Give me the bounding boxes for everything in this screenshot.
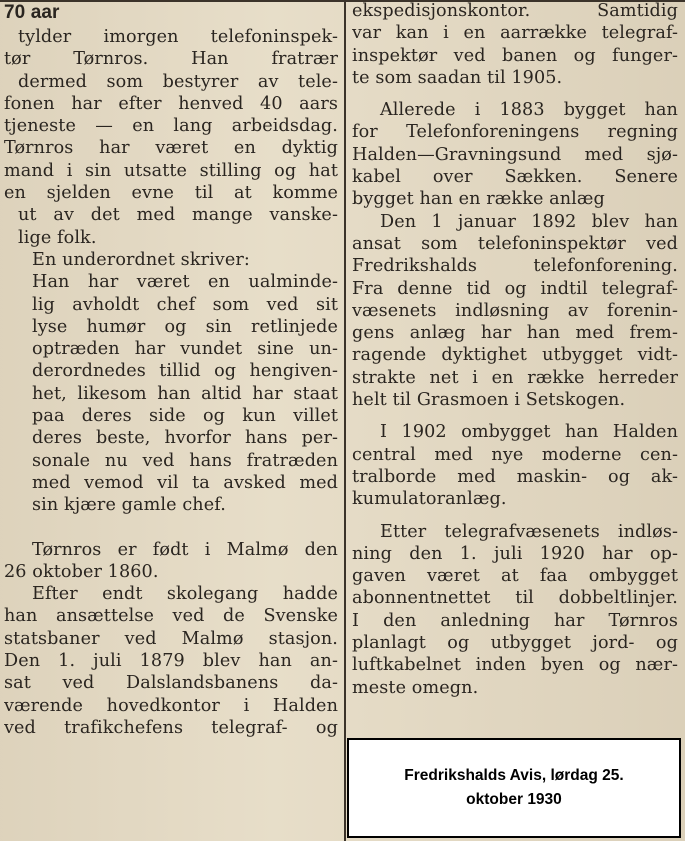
text-line: var kan i en aarrække telegraf- [352,23,678,44]
text-line: tralborde med maskin- og ak- [352,466,678,487]
caption-line: oktober 1930 [466,791,562,808]
text-line: optræden har vundet sine un- [32,339,338,360]
text-line: En underordnet skriver: [32,249,250,270]
text-line: gaven været at faa ombygget [352,566,678,587]
text-line: sat ved Dalslandsbanens da- [4,673,338,694]
text-line: mand i sin utsatte stilling og hat [4,160,338,181]
text-line: strakte net i en række herreder [352,367,678,388]
text-line: sin kjære gamle chef. [32,495,226,516]
text-line: sonale nu ved hans fratræden [32,450,338,471]
text-line: statsbaner ved Malmø stasjon. [4,628,338,649]
text-line: ragende dyktighet utbygget vidt- [352,345,678,366]
paragraph-gap [352,411,678,421]
text-line: derordnedes tillid og hengiven- [32,361,338,382]
text-line: ved trafikchefens telegraf- og [4,717,338,738]
paragraph-gap [352,89,678,99]
text-line: kumulatoranlæg. [352,489,507,510]
text-line: Den 1. juli 1879 blev han an- [4,651,338,672]
text-line: ansat som telefoninspektør ved [352,233,678,254]
headline: 70 aar [4,2,60,23]
text-line: I 1902 ombygget han Halden [380,422,678,443]
text-line: planlagt og utbygget jord- og [352,633,678,654]
text-line: 26 oktober 1860. [4,561,159,582]
text-line: en sjelden evne til at komme [4,183,338,204]
text-line: helt til Grasmoen i Setskogen. [352,390,626,411]
caption-line: Fredrikshalds Avis, lørdag 25. [404,767,624,784]
text-line: fonen har efter henved 40 aars [4,93,338,114]
text-line: kabel over Sækken. Senere [352,167,678,188]
text-line: lige folk. [18,227,97,248]
text-line: Fra denne tid og indtil telegraf- [352,278,678,299]
text-line: tør Tørnros. Han fratrær [4,49,338,70]
text-line: tylder imorgen telefoninspek- [18,27,338,47]
text-line: med vemod vil ta avsked med [32,472,338,493]
text-line: paa deres side og kun villet [32,406,338,427]
text-line: Tørnros er født i Malmø den [32,539,338,560]
text-line: Fredrikshalds telefonforening. [352,256,678,277]
text-line: deres beste, hvorfor hans per- [32,428,338,449]
text-line: tjeneste — en lang arbeidsdag. [4,116,338,137]
text-line: te som saadan til 1905. [352,67,563,88]
text-line: dermed som bestyrer av tele- [18,71,338,92]
text-line: Den 1 januar 1892 blev han [380,211,678,232]
source-caption [347,738,681,838]
text-line: Halden—Gravningsund med sjø- [352,144,678,165]
text-line: abonnentnettet til dobbeltlinjer. [352,588,678,609]
text-line: Tørnros har været en dyktig [4,138,338,159]
text-line: lig avholdt chef som ved sit [32,294,338,315]
text-line: væsenets indløsning av forenin- [352,300,678,321]
text-line: Han har været en ualminde- [32,272,338,293]
text-line: ekspedisjonskontor. Samtidig [352,1,678,21]
text-line: værende hovedkontor i Halden [4,695,338,716]
paragraph-gap [4,517,338,539]
text-line: lyse humør og sin retlinjede [32,316,338,337]
text-line: for Telefonforeningens regning [352,122,678,143]
column-divider [344,0,346,841]
right-column [352,0,678,699]
text-line: inspektør ved banen og funger- [352,45,678,66]
text-line: luftkabelnet inden byen og nær- [352,655,678,676]
text-line: han ansættelse ved de Svenske [4,606,338,627]
text-line: Efter endt skolegang hadde [32,584,338,605]
text-line: het, likesom han altid har staat [32,383,338,404]
text-line: central med nye moderne cen- [352,444,678,465]
paragraph-gap [352,511,678,521]
text-line: I den anledning har Tørnros [352,610,678,631]
text-line: Etter telegrafvæsenets indløs- [380,521,678,542]
text-line: meste omegn. [352,677,479,698]
text-line: ning den 1. juli 1920 har op- [352,543,678,564]
text-line: gens anlæg har han med frem- [352,323,678,344]
text-line: ut av det med mange vanske- [18,205,338,226]
left-column [4,0,338,739]
text-line: Allerede i 1883 bygget han [380,100,678,121]
text-line: bygget han en række anlæg [352,189,605,210]
